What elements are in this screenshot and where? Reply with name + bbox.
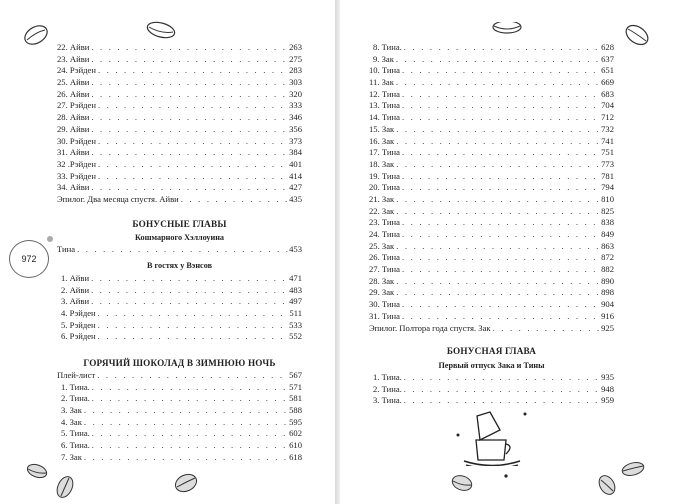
dot-leader bbox=[98, 100, 288, 112]
coffee-bean-icon bbox=[596, 472, 618, 498]
dot-leader bbox=[92, 440, 288, 452]
entry-page: 552 bbox=[289, 331, 302, 342]
dot-leader bbox=[77, 244, 288, 256]
dot-leader bbox=[84, 452, 288, 464]
dot-leader bbox=[402, 147, 600, 159]
entry-title: 16. Зак bbox=[369, 135, 395, 146]
entry-page: 948 bbox=[601, 383, 614, 394]
dot-leader bbox=[402, 100, 600, 112]
toc-entry[interactable] bbox=[57, 77, 302, 89]
entry-title: Тина bbox=[57, 244, 76, 254]
dot-leader bbox=[402, 171, 600, 183]
entry-title: 23. Тина bbox=[369, 217, 400, 228]
dot-leader bbox=[98, 136, 288, 148]
entry-title: 13. Тина bbox=[369, 100, 400, 111]
dot-leader bbox=[98, 159, 288, 171]
toc-entry[interactable] bbox=[369, 252, 614, 264]
dot-leader bbox=[402, 89, 600, 101]
entry-page: 263 bbox=[289, 42, 302, 52]
entry-title: 30. Рэйден bbox=[57, 135, 96, 146]
entry-title: 2. Тина. bbox=[61, 393, 90, 404]
entry-page: 483 bbox=[289, 284, 302, 295]
dot-leader bbox=[402, 264, 600, 276]
toc-entry[interactable] bbox=[57, 440, 302, 452]
entry-title: 1. Тина. bbox=[373, 372, 402, 382]
toc-entry[interactable] bbox=[57, 428, 302, 440]
entry-page: 414 bbox=[289, 170, 302, 181]
entry-title: 26. Тина bbox=[369, 252, 400, 263]
entry-title: 17. Тина bbox=[369, 147, 400, 158]
dot-leader bbox=[396, 287, 600, 299]
dot-leader bbox=[98, 320, 288, 332]
dot-leader bbox=[84, 405, 288, 417]
toc-entry[interactable] bbox=[57, 124, 302, 136]
dot-leader bbox=[91, 54, 288, 66]
toc-entry[interactable] bbox=[57, 194, 302, 206]
entry-title: 12. Тина bbox=[369, 88, 400, 99]
entry-title: 1. Тина. bbox=[61, 381, 90, 392]
toc-entry[interactable] bbox=[57, 147, 302, 159]
entry-title: 4. Зак bbox=[61, 416, 82, 427]
toc-entry[interactable] bbox=[369, 276, 614, 288]
entry-title: 21. Зак bbox=[369, 193, 395, 204]
dot-leader bbox=[404, 372, 600, 384]
entry-title: 23. Айви bbox=[57, 53, 90, 64]
entry-page: 683 bbox=[601, 88, 614, 99]
toc-entry[interactable] bbox=[369, 65, 614, 77]
entry-page: 935 bbox=[601, 372, 614, 382]
toc-entry[interactable] bbox=[369, 323, 614, 335]
entry-page: 872 bbox=[601, 252, 614, 263]
toc-list-halloween bbox=[57, 244, 302, 256]
entry-page: 904 bbox=[601, 299, 614, 310]
dot-leader bbox=[97, 370, 288, 382]
entry-title: Плей-лист bbox=[57, 370, 96, 380]
entry-page: 637 bbox=[601, 53, 614, 64]
entry-page: 925 bbox=[601, 322, 614, 333]
toc-entry[interactable] bbox=[369, 147, 614, 159]
entry-title: 4. Рэйден bbox=[61, 308, 96, 319]
entry-page: 825 bbox=[601, 205, 614, 216]
dot-leader bbox=[98, 171, 288, 183]
entry-title: 19. Тина bbox=[369, 170, 400, 181]
toc-entry[interactable] bbox=[57, 244, 302, 256]
toc-entry[interactable] bbox=[57, 171, 302, 183]
cocoa-heading: ГОРЯЧИЙ ШОКОЛАД В ЗИМНЮЮ НОЧЬ bbox=[83, 358, 276, 368]
toc-entry[interactable] bbox=[369, 42, 614, 54]
toc-list-cocoa bbox=[57, 370, 302, 464]
entry-page: 898 bbox=[601, 287, 614, 298]
toc-entry[interactable] bbox=[369, 217, 614, 229]
dot-leader bbox=[396, 77, 600, 89]
toc-entry[interactable] bbox=[369, 264, 614, 276]
entry-page: 571 bbox=[289, 381, 302, 392]
entry-title: 26. Айви bbox=[57, 88, 90, 99]
entry-page: 628 bbox=[601, 42, 614, 52]
entry-title: 30. Тина bbox=[369, 299, 400, 310]
entry-title: 5. Тина. bbox=[61, 428, 90, 439]
dot-leader bbox=[404, 384, 600, 396]
entry-page: 916 bbox=[601, 310, 614, 321]
dot-leader bbox=[396, 276, 600, 288]
entry-title: 33. Рэйден bbox=[57, 170, 96, 181]
entry-page: 588 bbox=[289, 405, 302, 416]
entry-title: 24. Тина bbox=[369, 229, 400, 239]
entry-page: 333 bbox=[289, 100, 302, 111]
toc-entry[interactable] bbox=[57, 296, 302, 308]
entry-page: 303 bbox=[289, 77, 302, 88]
entry-title: 6. Тина. bbox=[61, 440, 90, 451]
entry-title: 5. Рэйден bbox=[61, 319, 96, 330]
toc-entry[interactable] bbox=[369, 372, 614, 384]
entry-page: 511 bbox=[289, 308, 302, 319]
toc-entry[interactable] bbox=[369, 206, 614, 218]
toc-entry[interactable] bbox=[369, 241, 614, 253]
entry-title: 18. Зак bbox=[369, 158, 395, 169]
entry-page: 567 bbox=[289, 370, 302, 380]
toc-entry[interactable] bbox=[57, 159, 302, 171]
bonus-chapter-heading: БОНУСНАЯ ГЛАВА bbox=[446, 346, 537, 356]
halloween-subtitle: Кошмарного Хэллоуина bbox=[134, 233, 225, 242]
toc-entry[interactable] bbox=[57, 393, 302, 405]
entry-title: 11. Зак bbox=[369, 77, 394, 88]
entry-page: 427 bbox=[289, 182, 302, 193]
dot-leader bbox=[402, 217, 600, 229]
entry-title: 28. Зак bbox=[369, 275, 395, 286]
entry-page: 773 bbox=[601, 158, 614, 169]
dot-leader bbox=[396, 54, 600, 66]
entry-title: 9. Зак bbox=[373, 53, 394, 64]
entry-page: 741 bbox=[601, 135, 614, 146]
coffee-bean-icon bbox=[145, 20, 177, 40]
toc-entry[interactable] bbox=[369, 159, 614, 171]
dot-leader bbox=[91, 42, 288, 54]
entry-title: 31. Айви bbox=[57, 147, 90, 158]
dot-leader bbox=[402, 112, 600, 124]
entry-title: 34. Айви bbox=[57, 182, 90, 193]
dot-leader bbox=[98, 331, 288, 343]
dot-leader bbox=[91, 296, 288, 308]
entry-title: Эпилог. Два месяца спустя. Айви bbox=[57, 193, 179, 204]
toc-entry[interactable] bbox=[57, 370, 302, 382]
entry-page: 838 bbox=[601, 217, 614, 228]
entry-page: 732 bbox=[601, 123, 614, 134]
toc-entry[interactable] bbox=[369, 299, 614, 311]
entry-title: 22. Зак bbox=[369, 205, 395, 216]
dot-leader bbox=[493, 323, 601, 335]
toc-entry[interactable] bbox=[57, 308, 302, 320]
entry-title: 27. Рэйден bbox=[57, 100, 96, 111]
dot-leader bbox=[396, 206, 600, 218]
toc-entry[interactable] bbox=[369, 54, 614, 66]
toc-entry[interactable] bbox=[57, 285, 302, 297]
entry-page: 373 bbox=[289, 135, 302, 146]
entry-page: 602 bbox=[289, 428, 302, 439]
entry-page: 651 bbox=[601, 65, 614, 76]
toc-entry[interactable] bbox=[57, 65, 302, 77]
entry-title: 1. Айви bbox=[61, 273, 90, 283]
dot-leader bbox=[404, 42, 600, 54]
entry-page: 669 bbox=[601, 77, 614, 88]
dot-leader bbox=[396, 194, 600, 206]
toc-list-vacation bbox=[369, 372, 614, 407]
coffee-bean-icon bbox=[622, 22, 652, 48]
dot-leader bbox=[98, 308, 289, 320]
entry-page: 275 bbox=[289, 53, 302, 64]
entry-page: 320 bbox=[289, 88, 302, 99]
entry-title: 31. Тина bbox=[369, 310, 400, 321]
coffee-cups-icon bbox=[450, 406, 530, 466]
entry-page: 751 bbox=[601, 147, 614, 158]
entry-page: 849 bbox=[601, 229, 614, 239]
dot-leader bbox=[396, 136, 600, 148]
toc-entry[interactable] bbox=[369, 112, 614, 124]
toc-entry[interactable] bbox=[369, 171, 614, 183]
entry-page: 810 bbox=[601, 193, 614, 204]
entry-page: 959 bbox=[601, 395, 614, 406]
dot-leader bbox=[92, 393, 288, 405]
toc-entry[interactable] bbox=[57, 273, 302, 285]
entry-page: 401 bbox=[289, 158, 302, 169]
entry-title: 15. Зак bbox=[369, 123, 395, 134]
coffee-bean-icon bbox=[22, 24, 50, 46]
toc-entry[interactable] bbox=[57, 100, 302, 112]
toc-entry[interactable] bbox=[369, 287, 614, 299]
dot-leader bbox=[396, 124, 600, 136]
entry-page: 704 bbox=[601, 100, 614, 111]
toc-entry[interactable] bbox=[369, 124, 614, 136]
entry-page: 581 bbox=[289, 393, 302, 404]
toc-entry[interactable] bbox=[369, 384, 614, 396]
entry-page: 863 bbox=[601, 240, 614, 251]
page-number: 972 bbox=[9, 240, 49, 278]
dot-leader bbox=[98, 65, 288, 77]
toc-entry[interactable] bbox=[57, 405, 302, 417]
left-page bbox=[0, 0, 335, 504]
toc-list-main-right bbox=[369, 42, 614, 334]
entry-page: 471 bbox=[289, 273, 302, 283]
entry-page: 356 bbox=[289, 123, 302, 134]
dot-leader bbox=[402, 299, 600, 311]
entry-page: 533 bbox=[289, 319, 302, 330]
vance-subtitle: В гостях у Вэнсов bbox=[146, 261, 213, 270]
entry-page: 890 bbox=[601, 275, 614, 286]
entry-title: 29. Зак bbox=[369, 287, 395, 298]
entry-page: 610 bbox=[289, 440, 302, 451]
entry-page: 595 bbox=[289, 416, 302, 427]
dot-leader bbox=[91, 124, 288, 136]
entry-title: 29. Айви bbox=[57, 123, 90, 134]
dot-leader bbox=[402, 311, 600, 323]
entry-page: 346 bbox=[289, 112, 302, 123]
dot-leader bbox=[91, 77, 288, 89]
dot-leader bbox=[92, 382, 288, 394]
entry-page: 435 bbox=[289, 193, 302, 204]
toc-entry[interactable] bbox=[369, 100, 614, 112]
dot-leader bbox=[402, 252, 600, 264]
bonus-chapters-heading: БОНУСНЫЕ ГЛАВЫ bbox=[132, 219, 227, 229]
coffee-bean-icon bbox=[173, 472, 199, 494]
toc-entry[interactable] bbox=[57, 112, 302, 124]
dot-leader bbox=[91, 273, 288, 285]
right-page bbox=[340, 0, 674, 504]
dot-leader bbox=[91, 285, 288, 297]
entry-title: 32 .Рэйден bbox=[57, 158, 96, 169]
entry-title: 3. Зак bbox=[61, 405, 82, 416]
entry-title: 24. Рэйден bbox=[57, 65, 96, 76]
toc-entry[interactable] bbox=[57, 42, 302, 54]
dot-leader bbox=[402, 229, 600, 241]
dot-leader bbox=[91, 112, 288, 124]
entry-title: 28. Айви bbox=[57, 112, 90, 123]
toc-entry[interactable] bbox=[369, 182, 614, 194]
entry-title: 3. Тина. bbox=[373, 395, 402, 406]
entry-title: 2. Айви bbox=[61, 284, 90, 295]
toc-entry[interactable] bbox=[369, 136, 614, 148]
entry-page: 497 bbox=[289, 296, 302, 307]
entry-title: 2. Тина. bbox=[373, 383, 402, 394]
dot-leader bbox=[84, 417, 288, 429]
entry-page: 384 bbox=[289, 147, 302, 158]
entry-page: 453 bbox=[289, 244, 302, 254]
dot-leader bbox=[396, 159, 600, 171]
entry-title: Эпилог. Полтора года спустя. Зак bbox=[369, 322, 491, 333]
dot-leader bbox=[92, 428, 288, 440]
toc-entry[interactable] bbox=[57, 136, 302, 148]
toc-entry[interactable] bbox=[57, 54, 302, 66]
entry-page: 712 bbox=[601, 112, 614, 123]
coffee-bean-icon bbox=[490, 22, 524, 36]
toc-entry[interactable] bbox=[57, 382, 302, 394]
toc-entry[interactable] bbox=[57, 417, 302, 429]
dot-leader bbox=[91, 182, 288, 194]
dot-leader bbox=[402, 182, 600, 194]
entry-page: 882 bbox=[601, 264, 614, 275]
dot-leader bbox=[91, 89, 288, 101]
entry-title: 6. Рэйден bbox=[61, 331, 96, 342]
toc-entry[interactable] bbox=[369, 194, 614, 206]
toc-entry[interactable] bbox=[57, 320, 302, 332]
entry-title: 22. Айви bbox=[57, 42, 90, 52]
entry-page: 618 bbox=[289, 451, 302, 462]
entry-title: 7. Зак bbox=[61, 451, 82, 462]
toc-entry[interactable] bbox=[57, 452, 302, 464]
dot-leader bbox=[181, 194, 288, 206]
coffee-bean-icon bbox=[620, 460, 646, 478]
toc-list-vance bbox=[57, 273, 302, 343]
entry-title: 20. Тина bbox=[369, 182, 400, 193]
entry-title: 27. Тина bbox=[369, 264, 400, 275]
dot-leader bbox=[91, 147, 288, 159]
vacation-subtitle: Первый отпуск Зака и Тины bbox=[438, 361, 545, 370]
entry-page: 794 bbox=[601, 182, 614, 193]
coffee-bean-icon bbox=[54, 474, 76, 500]
dot-icon bbox=[502, 472, 510, 480]
toc-entry[interactable] bbox=[369, 229, 614, 241]
toc-entry[interactable] bbox=[57, 331, 302, 343]
toc-entry[interactable] bbox=[369, 311, 614, 323]
coffee-bean-icon bbox=[450, 472, 474, 494]
entry-page: 781 bbox=[601, 170, 614, 181]
entry-title: 8. Тина. bbox=[373, 42, 402, 52]
coffee-bean-icon bbox=[25, 462, 49, 480]
dot-leader bbox=[396, 241, 600, 253]
entry-title: 25. Зак bbox=[369, 240, 395, 251]
entry-title: 10. Тина bbox=[369, 65, 400, 76]
toc-entry[interactable] bbox=[369, 77, 614, 89]
entry-title: 25. Айви bbox=[57, 77, 90, 88]
toc-entry[interactable] bbox=[369, 89, 614, 101]
entry-title: 14. Тина bbox=[369, 112, 400, 123]
dot-icon bbox=[46, 235, 54, 243]
toc-entry[interactable] bbox=[57, 182, 302, 194]
toc-list-main-left bbox=[57, 42, 302, 206]
entry-title: 3. Айви bbox=[61, 296, 90, 307]
dot-leader bbox=[402, 65, 600, 77]
toc-entry[interactable] bbox=[57, 89, 302, 101]
entry-page: 283 bbox=[289, 65, 302, 76]
